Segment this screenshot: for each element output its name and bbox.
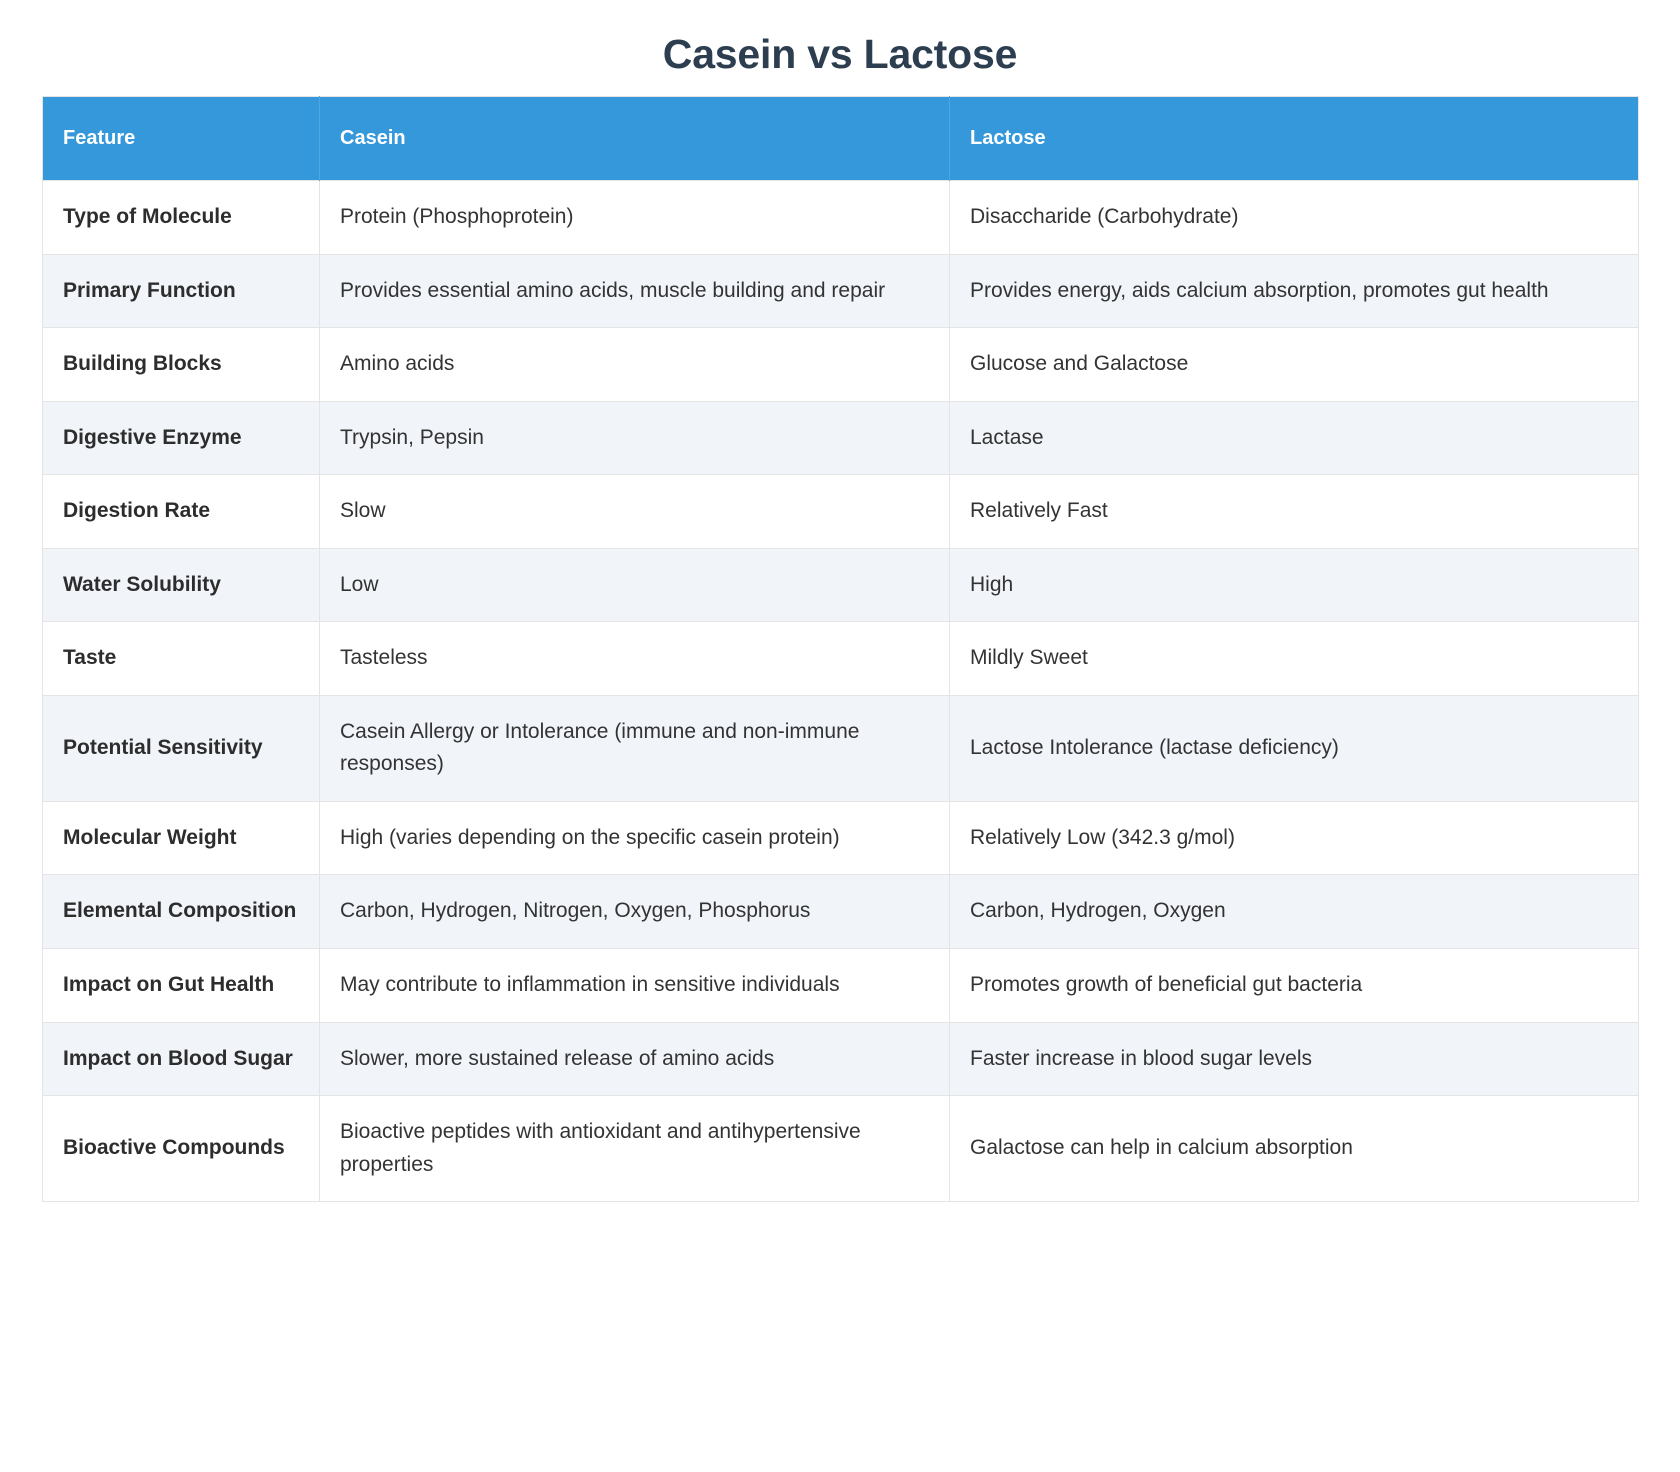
row-feature-label: Digestion Rate <box>43 475 320 549</box>
column-header-feature: Feature <box>43 97 320 181</box>
table-row <box>43 695 1639 801</box>
table-header-row <box>43 97 1639 181</box>
table-cell-lactose: Mildly Sweet <box>950 622 1639 696</box>
row-feature-label: Impact on Blood Sugar <box>43 1022 320 1096</box>
table-cell-lactose: Promotes growth of beneficial gut bacteria <box>950 949 1639 1023</box>
table-row <box>43 875 1639 949</box>
column-header-lactose: Lactose <box>950 97 1639 181</box>
table-cell-lactose: Galactose can help in calcium absorption <box>950 1096 1639 1202</box>
row-feature-label: Digestive Enzyme <box>43 401 320 475</box>
comparison-table-container <box>42 96 1638 1202</box>
table-cell-casein: Provides essential amino acids, muscle building and repair <box>320 254 950 328</box>
table-cell-casein: Trypsin, Pepsin <box>320 401 950 475</box>
table-cell-lactose: Carbon, Hydrogen, Oxygen <box>950 875 1639 949</box>
table-cell-lactose: Relatively Low (342.3 g/mol) <box>950 801 1639 875</box>
table-cell-casein: May contribute to inflammation in sensitive individuals <box>320 949 950 1023</box>
table-row <box>43 401 1639 475</box>
table-cell-lactose: Disaccharide (Carbohydrate) <box>950 181 1639 255</box>
table-cell-lactose: Glucose and Galactose <box>950 328 1639 402</box>
table-row <box>43 949 1639 1023</box>
table-cell-lactose: Faster increase in blood sugar levels <box>950 1022 1639 1096</box>
table-cell-casein: High (varies depending on the specific casein protein) <box>320 801 950 875</box>
row-feature-label: Impact on Gut Health <box>43 949 320 1023</box>
table-row <box>43 1022 1639 1096</box>
table-row <box>43 622 1639 696</box>
row-feature-label: Primary Function <box>43 254 320 328</box>
row-feature-label: Water Solubility <box>43 548 320 622</box>
table-cell-casein: Casein Allergy or Intolerance (immune and non-immune responses) <box>320 695 950 801</box>
table-row <box>43 328 1639 402</box>
comparison-table <box>42 96 1639 1202</box>
row-feature-label: Elemental Composition <box>43 875 320 949</box>
table-row <box>43 801 1639 875</box>
table-row <box>43 548 1639 622</box>
table-cell-lactose: Provides energy, aids calcium absorption, promotes gut health <box>950 254 1639 328</box>
table-header <box>43 97 1639 181</box>
table-row <box>43 254 1639 328</box>
table-row <box>43 181 1639 255</box>
table-cell-lactose: High <box>950 548 1639 622</box>
table-body <box>43 181 1639 1202</box>
row-feature-label: Potential Sensitivity <box>43 695 320 801</box>
table-cell-lactose: Lactase <box>950 401 1639 475</box>
table-cell-casein: Carbon, Hydrogen, Nitrogen, Oxygen, Phosphorus <box>320 875 950 949</box>
table-cell-casein: Amino acids <box>320 328 950 402</box>
row-feature-label: Molecular Weight <box>43 801 320 875</box>
row-feature-label: Type of Molecule <box>43 181 320 255</box>
table-row <box>43 475 1639 549</box>
row-feature-label: Bioactive Compounds <box>43 1096 320 1202</box>
table-row <box>43 1096 1639 1202</box>
table-cell-lactose: Relatively Fast <box>950 475 1639 549</box>
table-cell-casein: Tasteless <box>320 622 950 696</box>
table-cell-casein: Low <box>320 548 950 622</box>
column-header-casein: Casein <box>320 97 950 181</box>
table-cell-casein: Slow <box>320 475 950 549</box>
table-cell-casein: Slower, more sustained release of amino acids <box>320 1022 950 1096</box>
page-title: Casein vs Lactose <box>662 31 1018 77</box>
row-feature-label: Building Blocks <box>43 328 320 402</box>
table-cell-casein: Protein (Phosphoprotein) <box>320 181 950 255</box>
table-cell-lactose: Lactose Intolerance (lactase deficiency) <box>950 695 1639 801</box>
table-cell-casein: Bioactive peptides with antioxidant and antihypertensive properties <box>320 1096 950 1202</box>
row-feature-label: Taste <box>43 622 320 696</box>
